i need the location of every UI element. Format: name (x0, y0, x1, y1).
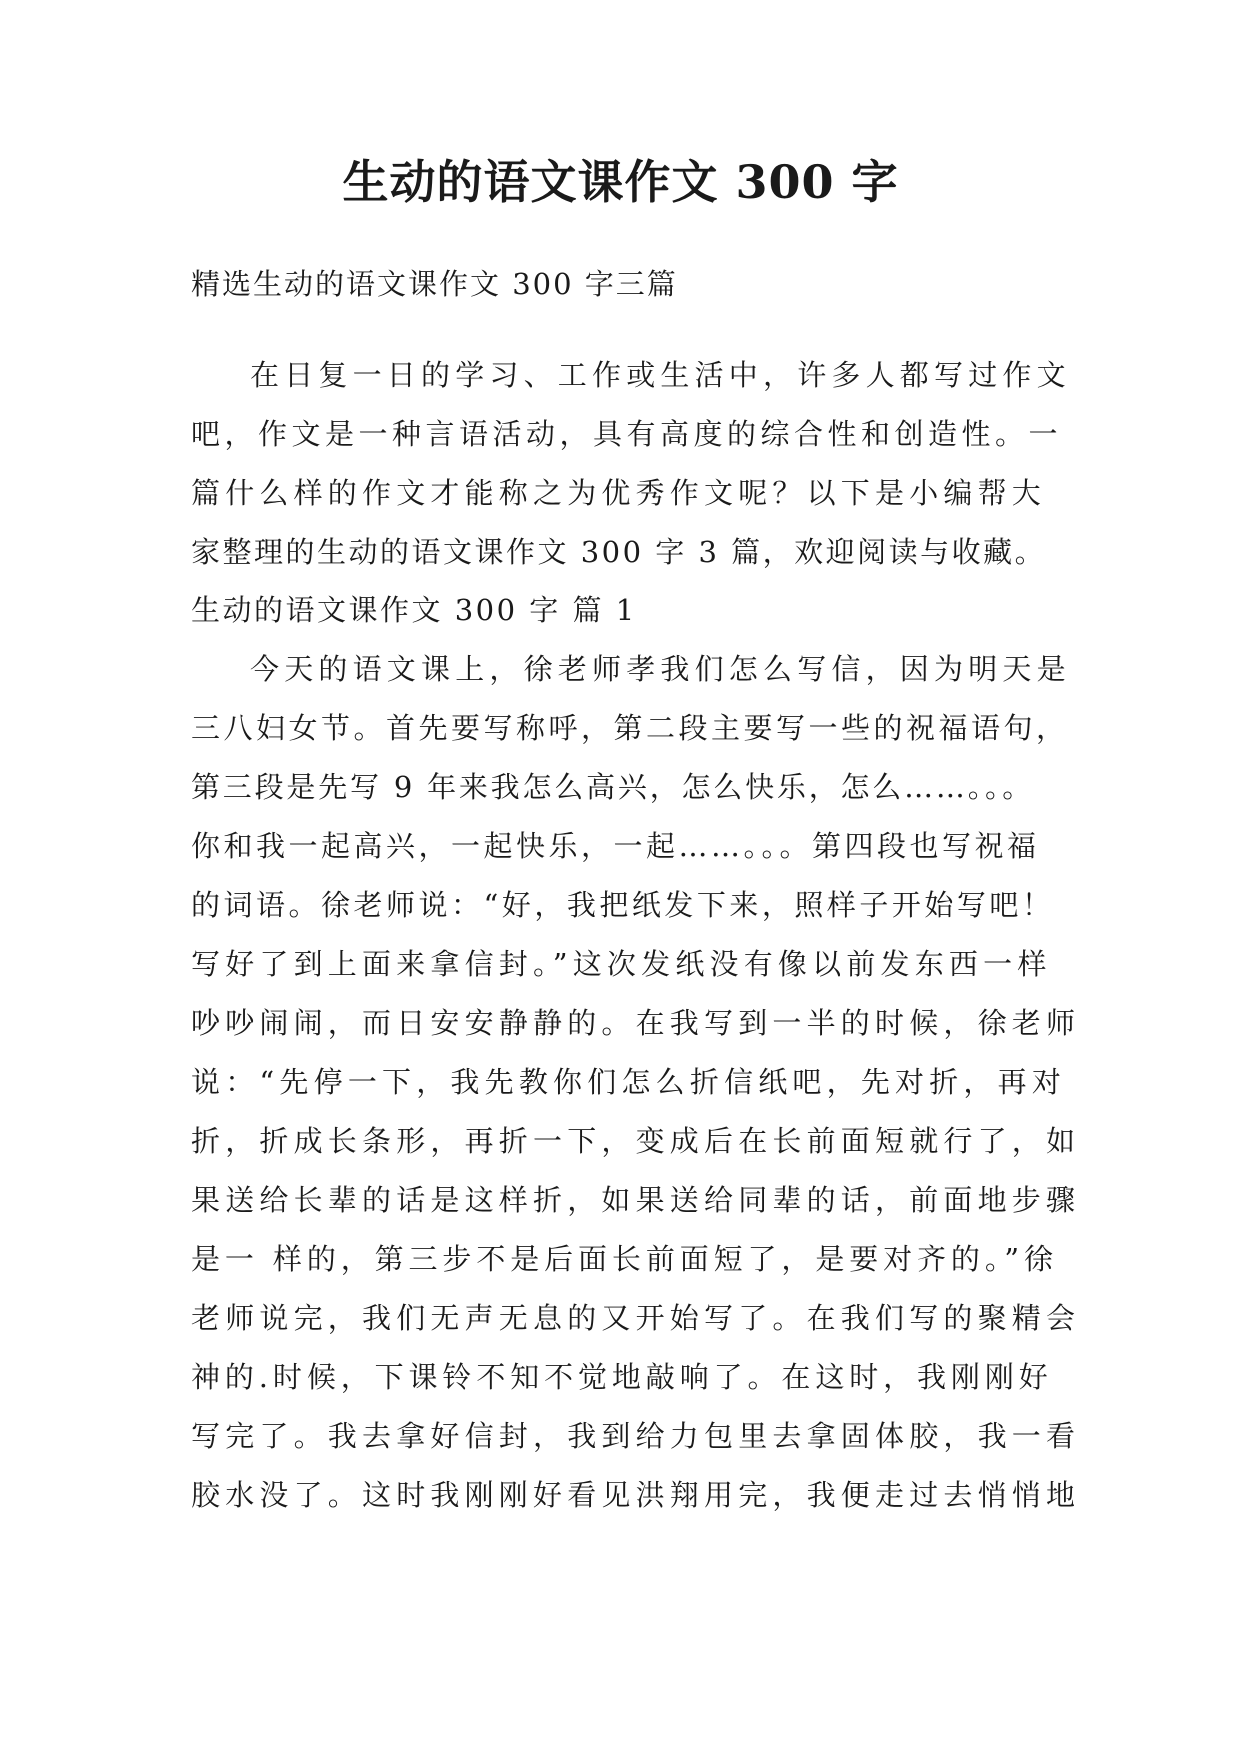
section-heading: 生动的语文课作文 300 字 篇 1 (191, 593, 637, 627)
body-line: 是一 样的，第三步不是后面长前面短了，是要对齐的。”徐 (191, 1242, 1058, 1276)
document-subtitle: 精选生动的语文课作文 300 字三篇 (191, 267, 678, 301)
body-line: 吧，作文是一种言语活动，具有高度的综合性和创造性。一 (191, 417, 1063, 451)
body-line: 果送给长辈的话是这样折，如果送给同辈的话，前面地步骤 (191, 1183, 1081, 1217)
body-line: 第三段是先写 9 年来我怎么高兴，怎么快乐，怎么……。。。 (191, 770, 1035, 804)
body-line: 今天的语文课上，徐老师孝我们怎么写信，因为明天是 (250, 652, 1071, 686)
document-title: 生动的语文课作文 300 字 (342, 155, 899, 209)
body-line: 吵吵闹闹，而日安安静静的。在我写到一半的时候，徐老师 (191, 1006, 1081, 1040)
body-line: 篇什么样的作文才能称之为优秀作文呢？以下是小编帮大 (191, 476, 1047, 510)
body-line: 三八妇女节。首先要写称呼，第二段主要写一些的祝福语句， (191, 711, 1069, 745)
body-line: 折，折成长条形，再折一下，变成后在长前面短就行了，如 (191, 1124, 1081, 1158)
body-line: 写完了。我去拿好信封，我到给力包里去拿固体胶，我一看 (191, 1419, 1081, 1453)
body-line: 说：“先停一下，我先教你们怎么折信纸吧，先对折，再对 (191, 1065, 1067, 1099)
body-line: 神的.时候，下课铃不知不觉地敲响了。在这时，我刚刚好 (191, 1360, 1053, 1394)
body-line: 胶水没了。这时我刚刚好看见洪翔用完，我便走过去悄悄地 (191, 1478, 1081, 1512)
body-line: 你和我一起高兴，一起快乐，一起……。。。第四段也写祝福 (191, 829, 1040, 863)
body-line: 写好了到上面来拿信封。”这次发纸没有像以前发东西一样 (191, 947, 1052, 981)
body-line: 老师说完，我们无声无息的又开始写了。在我们写的聚精会 (191, 1301, 1081, 1335)
body-line: 的词语。徐老师说：“好，我把纸发下来，照样子开始写吧！ (191, 888, 1055, 922)
body-line: 在日复一日的学习、工作或生活中，许多人都写过作文 (250, 358, 1071, 392)
body-line: 家整理的生动的语文课作文 300 字 3 篇，欢迎阅读与收藏。 (191, 535, 1047, 569)
